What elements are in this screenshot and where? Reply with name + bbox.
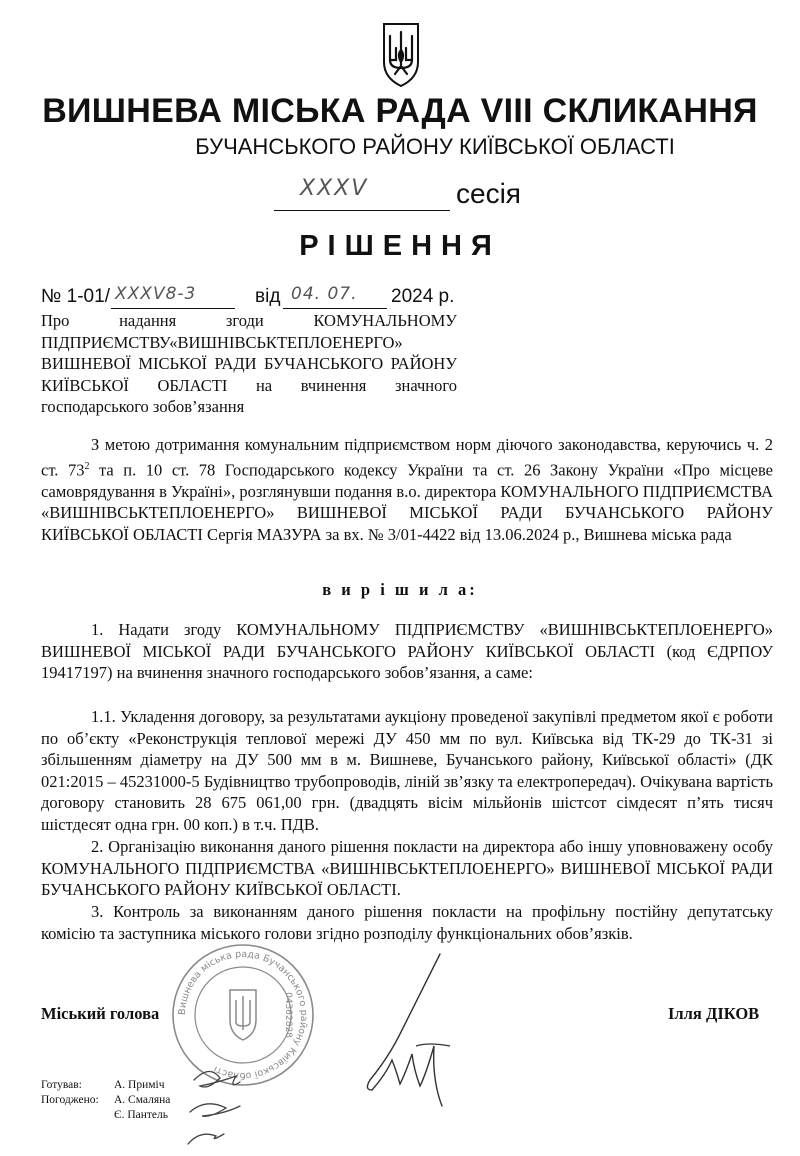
council-subtitle: БУЧАНСЬКОГО РАЙОНУ КИЇВСЬКОЇ ОБЛАСТІ xyxy=(195,134,675,159)
item-1-1: 1.1. Укладення договору, за результатами аукціону проведеної закупівлі предметом якої є роботи по об’єкту «Реконструкція теплової мережі ДУ 450 мм по вул. Київська від ТК-29 до ТК-31 зі збільшенням діаметру на ДУ 500 мм в м. Вишневе, Бучанського району, Київської області» (ДК 021:2015 – 45231000-5 Будівництво трубопроводів, ліній зв’язку та електропередач). Очікувана вартість договору становить 28 675 061,00 грн. (двадцять вісім мільйонів шістсот сімдесят п’ять тисяч шістдесят одна грн. 00 коп.) в т.ч. ПДВ. xyxy=(41,707,773,834)
agreed-name-2: Є. Пантель xyxy=(114,1109,169,1121)
session-label: сесія xyxy=(456,178,521,209)
resolved-heading: в и р і ш и л а: xyxy=(322,580,478,599)
decision-number-prefix: № 1-01/ xyxy=(41,286,110,307)
item-3: 3. Контроль за виконанням даного рішення покласти на профільну постійну депутатську комісію та заступника міського голови згідно розподілу функціональних обов’язків. xyxy=(41,902,773,943)
stamp-ring-text: Вишнева міська рада Бучанського району Київської області xyxy=(176,948,310,1082)
ukraine-trident-icon xyxy=(380,22,422,88)
preamble-paragraph xyxy=(41,434,773,545)
prepared-label: Готував: xyxy=(41,1079,82,1091)
date-label: від xyxy=(255,286,281,307)
preamble-text-2: та п. 10 ст. 78 Господарського кодексу України та ст. 26 Закону України «Про місцеве самоврядування в Україні», розглянувши подання в.о. директора КОМУНАЛЬНОГО ПІДПРИЄМСТВА «ВИШНІВСЬКТЕПЛОЕНЕРГО» ВИШНЕВОЇ МІСЬКОЇ РАДИ БУЧАНСЬКОГО РАЙОНУ КИЇВСЬКОЇ ОБЛАСТІ Сергія МАЗУРА за вх. № 3/01-4422 від 13.06.2024 р., Вишнева міська рада xyxy=(41,460,773,544)
decision-subject: Про надання згоди КОМУНАЛЬНОМУ ПІДПРИЄМСТВУ«ВИШНІВСЬКТЕПЛОЕНЕРГО» ВИШНЕВОЇ МІСЬКОЇ РАДИ БУЧАНСЬКОГО РАЙОНУ КИЇВСЬКОЇ ОБЛАСТІ на вчинення значного господарського зобов’язання xyxy=(41,311,457,416)
approval-initials xyxy=(180,1060,300,1150)
decision-number-row xyxy=(41,286,481,312)
stamp-code: 04362828 xyxy=(283,992,293,1038)
agreed-name-1: А. Смаляна xyxy=(114,1094,171,1106)
decision-title: РІШЕННЯ xyxy=(299,230,501,262)
decision-year: 2024 р. xyxy=(391,286,455,307)
session-number-handwritten: XXXV xyxy=(300,176,369,201)
preamble-text-1: З метою дотримання комунальним підприємством норм діючого законодавства, керуючись ч. 2 ст. 73 xyxy=(41,435,773,480)
preamble-superscript: 2 xyxy=(84,460,90,472)
date-handwritten: 04. 07. xyxy=(291,284,358,304)
prepared-name: А. Приміч xyxy=(114,1079,165,1091)
item-1: 1. Надати згоду КОМУНАЛЬНОМУ ПІДПРИЄМСТВУ «ВИШНІВСЬКТЕПЛОЕНЕРГО» ВИШНЕВОЇ МІСЬКОЇ РАДИ БУЧАНСЬКОГО РАЙОНУ КИЇВСЬКОЇ ОБЛАСТІ (код ЄДРПОУ 19417197) на вчинення значного господарського зобов’язання, а саме: xyxy=(41,620,773,683)
council-title: ВИШНЕВА МІСЬКА РАДА VIII СКЛИКАННЯ xyxy=(42,92,758,130)
mayor-position: Міський голова xyxy=(41,1004,160,1023)
mayor-name: Ілля ДІКОВ xyxy=(668,1004,760,1023)
mayor-signature xyxy=(330,950,470,1120)
agreed-label: Погоджено: xyxy=(41,1094,99,1106)
stamp-trident-icon xyxy=(230,990,256,1040)
item-2: 2. Організацію виконання даного рішення покласти на директора або іншу уповноважену особу КОМУНАЛЬНОГО ПІДПРИЄМСТВА «ВИШНІВСЬКТЕПЛОЕНЕРГО» ВИШНЕВОЇ МІСЬКОЇ РАДИ БУЧАНСЬКОГО РАЙОНУ КИЇВСЬКОЇ ОБЛАСТІ. xyxy=(41,837,773,900)
decision-number-handwritten: XXXV8-3 xyxy=(115,284,197,304)
